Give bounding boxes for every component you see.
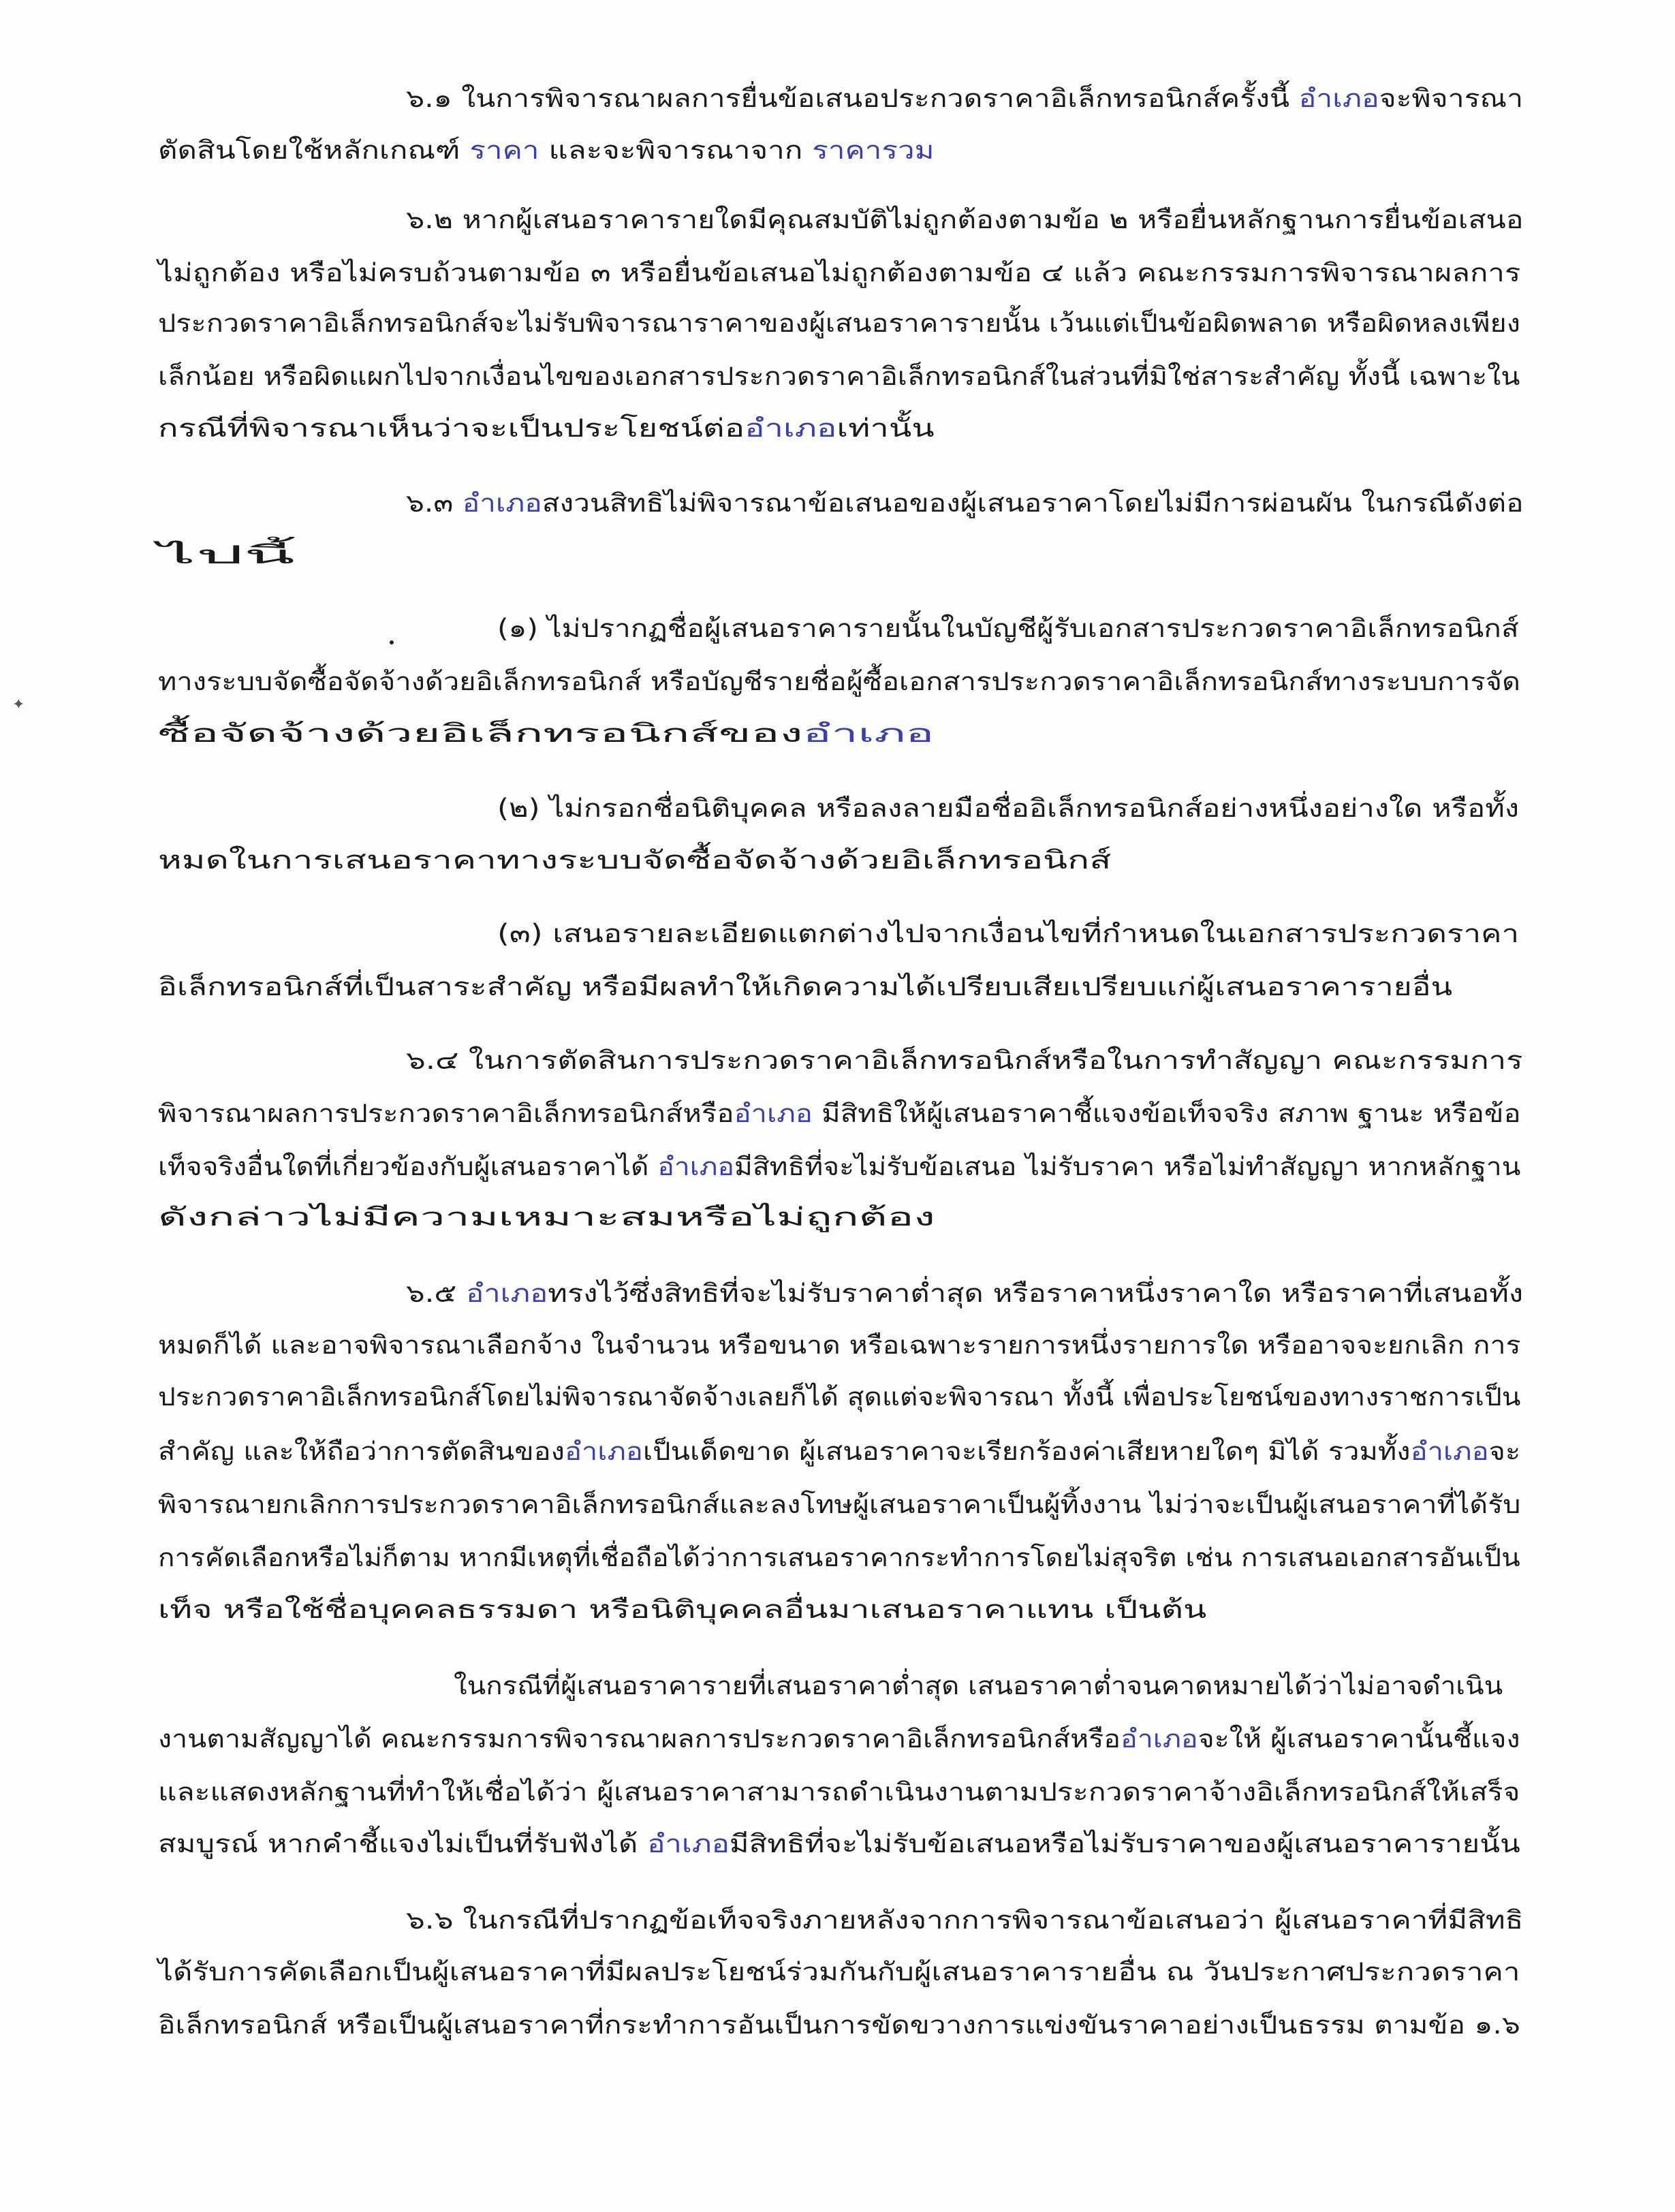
text-span: มีสิทธิที่จะไม่รับข้อเสนอ ไม่รับราคา หรือไม่ทำสัญญา หากหลักฐาน — [734, 1152, 1521, 1181]
text-line — [406, 1906, 1523, 1935]
text-span: ในการพิจารณาผลการยื่นข้อเสนอประกวดราคาอิเล็กทรอนิกส์ครั้งนี้ — [452, 84, 1299, 113]
text-line — [158, 1544, 1520, 1573]
highlighted-term: ราคารวม — [812, 136, 935, 165]
text-span: และจะพิจารณาจาก — [539, 136, 813, 165]
text-span: ทางระบบจัดซื้อจัดจ้างด้วยอิเล็กทรอนิกส์ หรือบัญชีรายชื่อผู้ซื้อเอกสารประกวดราคาอิเล็กทรอนิกส์ทางระบบการจัด — [158, 667, 1520, 696]
text-line — [454, 1672, 1503, 1701]
text-line — [158, 1491, 1520, 1520]
text-span: ทรงไว้ซึ่งสิทธิที่จะไม่รับราคาต่ำสุด หรือราคาหนึ่งราคาใด หรือราคาที่เสนอทั้ง — [548, 1279, 1524, 1308]
highlighted-term: อำเภอ — [745, 414, 837, 443]
text-line — [406, 1046, 1522, 1076]
text-span: กรณีที่พิจารณาเห็นว่าจะเป็นประโยชน์ต่อ — [158, 414, 745, 443]
highlighted-term: อำเภอ — [647, 1829, 730, 1858]
text-span: ได้รับการคัดเลือกเป็นผู้เสนอราคาที่มีผลประโยชน์ร่วมกันกับผู้เสนอราคารายอื่น ณ วันประกาศประกวดราคา — [158, 1957, 1520, 1987]
scan-speck — [390, 640, 394, 644]
text-span: ไปนี้ — [158, 540, 296, 570]
text-line — [406, 84, 1523, 114]
text-span: อิเล็กทรอนิกส์ หรือเป็นผู้เสนอราคาที่กระทำการอันเป็นการขัดขวางการแข่งขันราคาอย่างเป็นธรรม ตามข้อ ๑.๖ — [158, 2010, 1520, 2040]
text-span: ตัดสินโดยใช้หลักเกณฑ์ — [158, 136, 470, 165]
highlighted-term: อำเภอ — [734, 1099, 813, 1128]
text-span: มีสิทธิที่จะไม่รับข้อเสนอหรือไม่รับราคาของผู้เสนอราคารายนั้น — [729, 1829, 1520, 1858]
text-span: จะ — [1488, 1437, 1521, 1466]
highlighted-term: อำเภอ — [1410, 1437, 1489, 1466]
text-span: สำคัญ และให้ถือว่าการตัดสินของ — [158, 1437, 565, 1466]
text-span: ไม่ปรากฏชื่อผู้เสนอราคารายนั้นในบัญชีผู้รับเอกสารประกวดราคาอิเล็กทรอนิกส์ — [537, 614, 1519, 643]
text-line — [497, 614, 1519, 644]
text-line — [406, 1279, 1523, 1309]
text-span: และแสดงหลักฐานที่ทำให้เชื่อได้ว่า ผู้เสนอราคาสามารถดำเนินงานตามประกวดราคาจ้างอิเล็กทรอนิกส์ให้เสร็จ — [158, 1777, 1520, 1807]
text-line — [158, 668, 1520, 697]
text-line — [158, 1778, 1520, 1807]
text-line — [158, 1958, 1520, 1987]
text-span: พิจารณาผลการประกวดราคาอิเล็กทรอนิกส์หรือ — [158, 1099, 734, 1128]
text-span: การคัดเลือกหรือไม่ก็ตาม หากมีเหตุที่เชื่อถือได้ว่าการเสนอราคากระทำการโดยไม่สุจริต เช่น การเสนอเอกสารอันเป็น — [158, 1543, 1520, 1572]
text-span: ประกวดราคาอิเล็กทรอนิกส์โดยไม่พิจารณาจัดจ้างเลยก็ได้ สุดแต่จะพิจารณา ทั้งนี้ เพื่อประโยชน์ของทางราชการเป็น — [158, 1382, 1521, 1412]
text-span: ๖.๑ — [406, 84, 452, 113]
text-span: (๑) — [497, 614, 538, 643]
text-line — [158, 719, 934, 749]
text-span: อิเล็กทรอนิกส์ที่เป็นสาระสำคัญ หรือมีผลทำให้เกิดความได้เปรียบเสียเปรียบแก่ผู้เสนอราคารายอื่น — [158, 972, 1453, 1001]
text-span: ไม่กรอกชื่อนิติบุคคล หรือลงลายมือชื่ออิเล็กทรอนิกส์อย่างหนึ่งอย่างใด หรือทั้ง — [539, 794, 1520, 823]
text-line — [158, 1595, 1206, 1625]
text-span: เท็จจริงอื่นใดที่เกี่ยวข้องกับผู้เสนอราคาได้ — [158, 1152, 658, 1181]
text-line — [406, 489, 1523, 518]
text-line — [158, 259, 1520, 288]
text-span: มีสิทธิให้ผู้เสนอราคาชี้แจงข้อเท็จจริง สภาพ ฐานะ หรือข้อ — [812, 1099, 1521, 1128]
highlighted-term: อำเภอ — [657, 1152, 734, 1181]
text-span: ดังกล่าวไม่มีความเหมาะสมหรือไม่ถูกต้อง — [158, 1202, 935, 1232]
text-line — [158, 136, 934, 166]
text-line — [406, 206, 1524, 235]
text-span: เล็กน้อย หรือผิดแผกไปจากเงื่อนไขของเอกสารประกวดราคาอิเล็กทรอนิกส์ในส่วนที่มิใช่สาระสำคัญ ทั้งนี้ เฉพาะใน — [158, 362, 1520, 391]
text-span: ในกรณีที่ปรากฏข้อเท็จจริงภายหลังจากการพิจารณาข้อเสนอว่า ผู้เสนอราคาที่มีสิทธิ — [453, 1905, 1524, 1935]
highlighted-term: อำเภอ — [466, 1279, 548, 1308]
highlighted-term: อำเภอ — [1121, 1724, 1198, 1754]
text-span: หมดในการเสนอราคาทางระบบจัดซื้อจัดจ้างด้วยอิเล็กทรอนิกส์ — [158, 845, 1112, 875]
text-line — [158, 1437, 1520, 1467]
text-line — [158, 1725, 1520, 1754]
highlighted-term: อำเภอ — [462, 488, 542, 518]
text-span: เสนอรายละเอียดแตกต่างไปจากเงื่อนไขที่กำหนดในเอกสารประกวดราคา — [542, 919, 1520, 948]
text-span: จะพิจารณา — [1379, 84, 1524, 113]
text-span: ๖.๕ — [406, 1279, 457, 1308]
text-span: พิจารณายกเลิกการประกวดราคาอิเล็กทรอนิกส์และลงโทษผู้เสนอราคาเป็นผู้ทิ้งงาน ไม่ว่าจะเป็นผู้เสนอราคาที่ได้รับ — [158, 1490, 1521, 1519]
text-span: เท็จ หรือใช้ชื่อบุคคลธรรมดา หรือนิติบุคคลอื่นมาเสนอราคาแทน เป็นต้น — [158, 1595, 1207, 1624]
text-span: เป็นเด็ดขาด ผู้เสนอราคาจะเรียกร้องค่าเสียหายใดๆ มิได้ รวมทั้ง — [642, 1437, 1411, 1466]
text-span: ในการตัดสินการประกวดราคาอิเล็กทรอนิกส์หรือในการทำสัญญา คณะกรรมการ — [458, 1046, 1523, 1075]
highlighted-term: อำเภอ — [1298, 84, 1379, 113]
text-span — [456, 1279, 466, 1308]
text-span — [453, 488, 462, 518]
text-line — [158, 2011, 1520, 2040]
text-span: ๖.๔ — [406, 1046, 459, 1075]
text-span: (๒) — [497, 794, 540, 823]
text-span: ๖.๒ — [406, 205, 453, 234]
text-line — [158, 414, 935, 443]
text-span: สมบูรณ์ หากคำชี้แจงไม่เป็นที่รับฟังได้ — [158, 1829, 648, 1858]
text-line — [497, 920, 1519, 949]
text-line — [158, 1830, 1520, 1859]
text-line — [158, 1153, 1521, 1182]
text-line — [158, 1331, 1520, 1360]
highlighted-term: อำเภอ — [564, 1437, 643, 1466]
text-span: (๓) — [497, 919, 543, 948]
text-line — [158, 309, 1520, 339]
highlighted-term: อำเภอ — [802, 719, 935, 748]
highlighted-term: ราคา — [469, 136, 539, 165]
text-span: งานตามสัญญาได้ คณะกรรมการพิจารณาผลการประกวดราคาอิเล็กทรอนิกส์หรือ — [158, 1724, 1121, 1754]
text-line — [158, 1100, 1521, 1129]
scan-edge-mark: ✦ — [12, 696, 25, 713]
text-span: ซื้อจัดจ้างด้วยอิเล็กทรอนิกส์ของ — [158, 719, 803, 748]
text-span: ประกวดราคาอิเล็กทรอนิกส์จะไม่รับพิจารณาราคาของผู้เสนอราคารายนั้น เว้นแต่เป็นข้อผิดพลาด หรือผิดหลงเพียง — [158, 309, 1520, 338]
text-line — [158, 1383, 1520, 1412]
text-span: เท่านั้น — [836, 414, 935, 443]
text-span: ในกรณีที่ผู้เสนอราคารายที่เสนอราคาต่ำสุด เสนอราคาต่ำจนคาดหมายได้ว่าไม่อาจดำเนิน — [454, 1671, 1503, 1700]
text-span: หากผู้เสนอราคารายใดมีคุณสมบัติไม่ถูกต้องตามข้อ ๒ หรือยื่นหลักฐานการยื่นข้อเสนอ — [452, 205, 1524, 234]
text-line — [158, 973, 1452, 1002]
text-line — [158, 541, 295, 570]
text-span: ไม่ถูกต้อง หรือไม่ครบถ้วนตามข้อ ๓ หรือยื่นข้อเสนอไม่ถูกต้องตามข้อ ๔ แล้ว คณะกรรมการพิจารณาผลการ — [158, 258, 1521, 287]
text-line — [158, 1203, 935, 1232]
text-line — [158, 362, 1520, 392]
text-span: หมดก็ได้ และอาจพิจารณาเลือกจ้าง ในจำนวน หรือขนาด หรือเฉพาะรายการหนึ่งรายการใด หรืออาจจะยกเลิก การ — [158, 1330, 1521, 1360]
text-line — [497, 794, 1519, 824]
text-span: สงวนสิทธิไม่พิจารณาข้อเสนอของผู้เสนอราคาโดยไม่มีการผ่อนผัน ในกรณีดังต่อ — [542, 488, 1524, 518]
text-span: จะให้ ผู้เสนอราคานั้นชี้แจง — [1197, 1724, 1520, 1754]
text-span: ๖.๖ — [406, 1905, 454, 1935]
text-span: ๖.๓ — [406, 488, 454, 518]
text-line — [158, 846, 1111, 875]
